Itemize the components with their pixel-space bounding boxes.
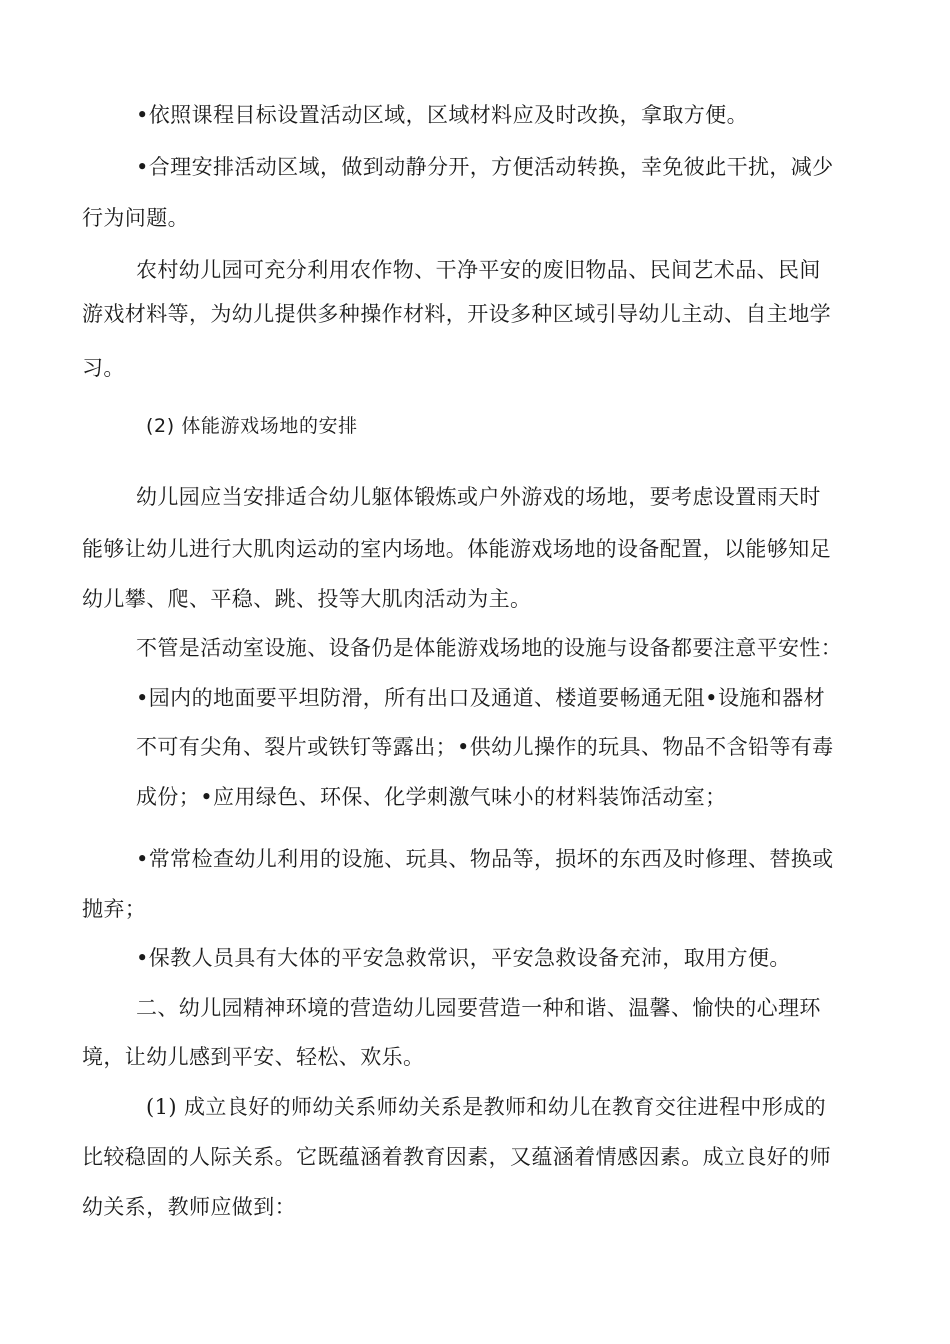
- text-line: 幼关系，教师应做到：: [82, 1195, 296, 1219]
- paragraph-line: 二、幼儿园精神环境的营造幼儿园要营造一种和谐、温馨、愉快的心理环: [136, 996, 821, 1020]
- bullet-line: •依照课程目标设置活动区域，区域材料应及时改换，拿取方便。: [136, 103, 748, 127]
- text-line: 习。: [82, 356, 125, 380]
- text-line: 不可有尖角、裂片或铁钉等露出；•供幼儿操作的玩具、物品不含铅等有毒: [136, 735, 834, 759]
- section-heading: (2) 体能游戏场地的安排: [146, 415, 358, 437]
- paragraph-line: 不管是活动室设施、设备仍是体能游戏场地的设施与设备都要注意平安性：: [136, 636, 843, 660]
- text-line: 行为问题。: [82, 206, 189, 230]
- paragraph-line: 幼儿园应当安排适合幼儿躯体锻炼或户外游戏的场地，要考虑设置雨天时: [136, 485, 821, 509]
- text-line: 幼儿攀、爬、平稳、跳、投等大肌肉活动为主。: [82, 587, 532, 611]
- bullet-line: •保教人员具有大体的平安急救常识，平安急救设备充沛，取用方便。: [136, 946, 791, 970]
- bullet-line: •园内的地面要平坦防滑，所有出口及通道、楼道要畅通无阻•设施和器材: [136, 686, 825, 710]
- text-line: 比较稳固的人际关系。它既蕴涵着教育因素，又蕴涵着情感因素。成立良好的师: [82, 1145, 831, 1169]
- text-line: 游戏材料等，为幼儿提供多种操作材料，开设多种区域引导幼儿主动、自主地学: [82, 302, 831, 326]
- text-line: 抛弃；: [82, 897, 147, 921]
- paragraph-line: (1) 成立良好的师幼关系师幼关系是教师和幼儿在教育交往进程中形成的: [146, 1095, 827, 1119]
- text-line: 能够让幼儿进行大肌肉运动的室内场地。体能游戏场地的设备配置，以能够知足: [82, 537, 831, 561]
- bullet-line: •合理安排活动区域，做到动静分开，方便活动转换，幸免彼此干扰，减少: [136, 155, 834, 179]
- bullet-line: •常常检查幼儿利用的设施、玩具、物品等，损坏的东西及时修理、替换或: [136, 847, 834, 871]
- paragraph-line: 农村幼儿园可充分利用农作物、干净平安的废旧物品、民间艺术品、民间: [136, 258, 821, 282]
- text-line: 境，让幼儿感到平安、轻松、欢乐。: [82, 1045, 425, 1069]
- text-line: 成份；•应用绿色、环保、化学刺激气味小的材料装饰活动室；: [136, 785, 727, 809]
